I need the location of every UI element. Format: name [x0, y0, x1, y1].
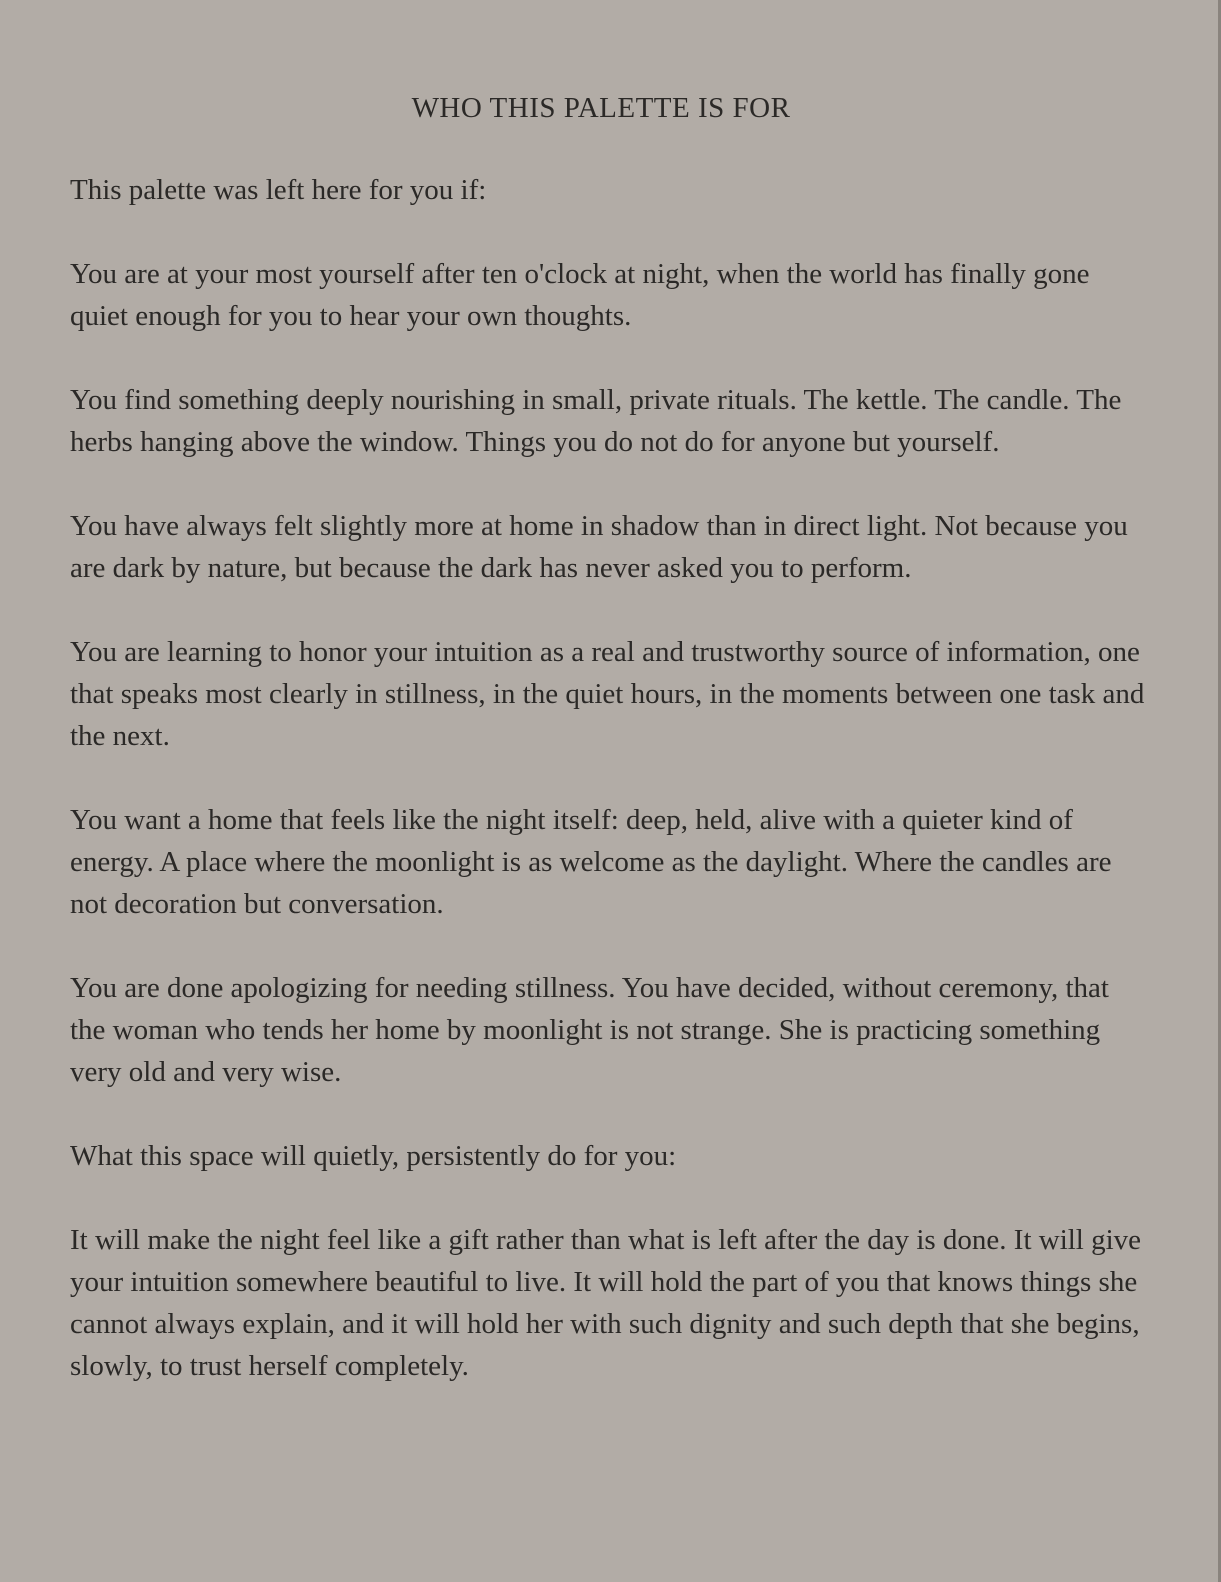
- paragraph-home: You want a home that feels like the night itself: deep, held, alive with a quieter kind of energy. A place where the moonlight is as welcome as the daylight. Where the candles are not decoration but conversation.: [70, 804, 1112, 920]
- intro-paragraph: This palette was left here for you if:: [70, 174, 487, 206]
- paragraph-shadow: You have always felt slightly more at home in shadow than in direct light. Not because you are dark by nature, but because the dark has never asked you to perform.: [70, 510, 1128, 584]
- paragraph-stillness: You are done apologizing for needing stillness. You have decided, without ceremony, that the woman who tends her home by moonlight is not strange. She is practicing something very old and very wise.: [70, 972, 1109, 1088]
- paragraph-closing: It will make the night feel like a gift rather than what is left after the day is done. It will give your intuition somewhere beautiful to live. It will hold the part of you that knows things she cannot always explain, and it will hold her with such dignity and such depth that she begins, slowly, to trust herself completely.: [70, 1224, 1142, 1382]
- paragraph-rituals: You find something deeply nourishing in small, private rituals. The kettle. The candle. The herbs hanging above the window. Things you do not do for anyone but yourself.: [70, 384, 1122, 458]
- paragraph-intuition: You are learning to honor your intuition as a real and trustworthy source of information, one that speaks most clearly in stillness, in the quiet hours, in the moments between one task and the next.: [70, 636, 1145, 752]
- page-title: WHO THIS PALETTE IS FOR: [411, 92, 791, 124]
- paragraph-night: You are at your most yourself after ten o'clock at night, when the world has finally gone quiet enough for you to hear your own thoughts.: [70, 258, 1090, 332]
- document-body: [70, 92, 1150, 1429]
- paragraph-what-space-does: What this space will quietly, persistently do for you:: [70, 1140, 677, 1172]
